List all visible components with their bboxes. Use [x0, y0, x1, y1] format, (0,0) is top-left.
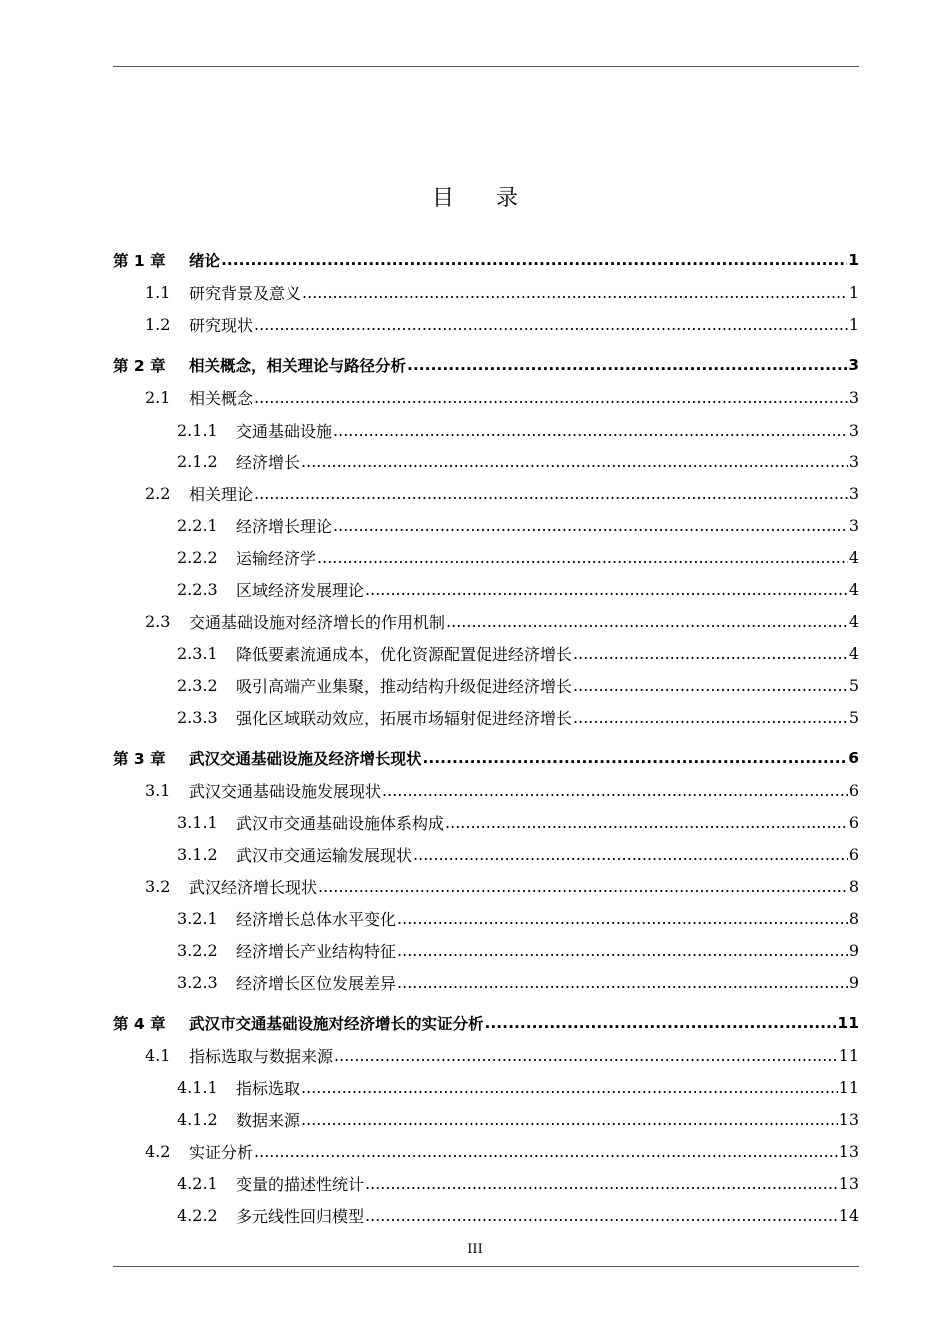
toc-entry-title: 降低要素流通成本，优化资源配置促进经济增长	[236, 644, 573, 664]
toc-entry-title: 强化区域联动效应，拓展市场辐射促进经济增长	[236, 708, 573, 728]
toc-entry-page: 6	[848, 780, 859, 800]
toc-entry-title: 武汉市交通基础设施对经济增长的实证分析	[189, 1015, 484, 1033]
toc-entry[interactable]	[113, 902, 859, 934]
toc-entry[interactable]	[113, 1007, 859, 1039]
toc-entry-page: 13	[838, 1173, 859, 1193]
toc-entry-page: 3	[848, 356, 859, 374]
header-rule	[113, 66, 859, 67]
toc-entry[interactable]	[113, 573, 859, 605]
toc-entry[interactable]	[113, 349, 859, 381]
toc-entry-page: 1	[848, 251, 859, 269]
toc-entry-page: 5	[848, 707, 859, 727]
toc-dot-leader	[318, 879, 848, 895]
toc-entry-number: 4.2	[145, 1141, 171, 1161]
toc-entry-title: 经济增长总体水平变化	[236, 909, 397, 929]
toc-entry[interactable]	[113, 701, 859, 733]
toc-entry-page: 6	[848, 812, 859, 832]
toc-entry[interactable]	[113, 605, 859, 637]
toc-entry[interactable]	[113, 477, 859, 509]
toc-entry[interactable]	[113, 1071, 859, 1103]
toc-dot-leader	[446, 614, 848, 630]
toc-entry[interactable]	[113, 806, 859, 838]
toc-entry[interactable]	[113, 244, 859, 276]
toc-entry-page: 3	[848, 483, 859, 503]
toc-dot-leader	[254, 390, 848, 406]
toc-entry-number: 第 1 章	[113, 252, 166, 270]
toc-dot-leader	[254, 317, 848, 333]
toc-entry-number: 3.2.3	[177, 972, 218, 992]
toc-entry-page: 4	[848, 579, 859, 599]
toc-entry-title: 吸引高端产业集聚，推动结构升级促进经济增长	[236, 676, 573, 696]
toc-entry[interactable]	[113, 541, 859, 573]
toc-dot-leader	[407, 358, 847, 374]
toc-entry-title: 武汉经济增长现状	[189, 877, 318, 897]
toc-entry-number: 3.2.1	[177, 908, 218, 928]
toc-entry-number: 第 2 章	[113, 357, 166, 375]
toc-entry[interactable]	[113, 381, 859, 413]
toc-entry[interactable]	[113, 445, 859, 477]
toc-entry-title: 多元线性回归模型	[236, 1206, 365, 1226]
toc-entry-number: 2.2	[145, 483, 171, 503]
toc-dot-leader	[254, 1144, 838, 1160]
toc-entry-page: 9	[848, 940, 859, 960]
toc-entry-number: 2.3.1	[177, 643, 218, 663]
toc-entry-page: 14	[838, 1205, 859, 1225]
toc-entry-title: 经济增长	[236, 452, 301, 472]
toc-entry-number: 2.2.2	[177, 547, 218, 567]
toc-dot-leader	[301, 1112, 838, 1128]
toc-dot-leader	[333, 423, 848, 439]
toc-entry-title: 相关理论	[189, 484, 254, 504]
toc-dot-leader	[382, 783, 848, 799]
toc-entry-page: 8	[848, 876, 859, 896]
toc-dot-leader	[221, 253, 847, 269]
toc-entry-page: 6	[848, 749, 859, 767]
toc-dot-leader	[365, 582, 848, 598]
toc-entry[interactable]	[113, 414, 859, 446]
toc-entry-title: 区域经济发展理论	[236, 580, 365, 600]
toc-entry-number: 2.2.1	[177, 515, 218, 535]
toc-entry-number: 1.2	[145, 314, 171, 334]
toc-dot-leader	[445, 815, 848, 831]
toc-dot-leader	[397, 911, 848, 927]
footer-page-number: III	[467, 1242, 483, 1257]
toc-dot-leader	[365, 1208, 838, 1224]
toc-entry-title: 数据来源	[236, 1110, 301, 1130]
toc-entry-title: 经济增长理论	[236, 516, 333, 536]
page-title: 目录	[431, 186, 560, 211]
toc-entry-page: 3	[848, 451, 859, 471]
toc-dot-leader	[397, 975, 848, 991]
toc-entry[interactable]	[113, 308, 859, 340]
toc-entry-title: 交通基础设施对经济增长的作用机制	[189, 612, 446, 632]
toc-dot-leader	[333, 518, 848, 534]
toc-dot-leader	[573, 646, 848, 662]
toc-entry-page: 8	[848, 908, 859, 928]
toc-dot-leader	[301, 1080, 838, 1096]
toc-entry-page: 6	[848, 844, 859, 864]
toc-entry-title: 实证分析	[189, 1142, 254, 1162]
toc-entry-number: 4.2.2	[177, 1205, 218, 1225]
toc-entry-number: 3.1.1	[177, 812, 218, 832]
toc-entry-page: 4	[848, 547, 859, 567]
toc-dot-leader	[397, 943, 848, 959]
toc-entry-title: 研究背景及意义	[189, 283, 302, 303]
toc-entry-page: 4	[848, 643, 859, 663]
toc-entry-page: 3	[848, 515, 859, 535]
toc-dot-leader	[301, 454, 848, 470]
toc-entry-title: 相关概念，相关理论与路径分析	[189, 357, 407, 375]
toc-entry[interactable]	[113, 1167, 859, 1199]
toc-dot-leader	[573, 710, 848, 726]
toc-entry-number: 3.1.2	[177, 844, 218, 864]
toc-entry[interactable]	[113, 934, 859, 966]
toc-entry-title: 指标选取	[236, 1078, 301, 1098]
toc-entry[interactable]	[113, 276, 859, 308]
toc-entry-page: 1	[848, 314, 859, 334]
toc-dot-leader	[317, 550, 848, 566]
toc-dot-leader	[365, 1176, 838, 1192]
toc-entry-title: 研究现状	[189, 315, 254, 335]
toc-entry-page: 13	[838, 1109, 859, 1129]
toc-entry-title: 经济增长区位发展差异	[236, 973, 397, 993]
toc-entry-number: 1.1	[145, 282, 171, 302]
toc-dot-leader	[302, 285, 848, 301]
toc-entry-number: 2.3.3	[177, 707, 218, 727]
toc-entry-number: 3.2.2	[177, 940, 218, 960]
toc-entry-page: 3	[848, 387, 859, 407]
toc-entry-page: 9	[848, 972, 859, 992]
toc-dot-leader	[485, 1016, 837, 1032]
toc-entry[interactable]	[113, 870, 859, 902]
toc-entry-number: 2.2.3	[177, 579, 218, 599]
toc-entry-title: 交通基础设施	[236, 421, 333, 441]
toc-entry-number: 第 4 章	[113, 1015, 166, 1033]
toc-entry[interactable]	[113, 1199, 859, 1231]
toc-entry-page: 11	[838, 1077, 859, 1097]
toc-dot-leader	[573, 678, 848, 694]
toc-entry-page: 3	[848, 420, 859, 440]
toc-entry-title: 相关概念	[189, 388, 254, 408]
footer-rule	[113, 1266, 859, 1267]
toc-entry[interactable]	[113, 1103, 859, 1135]
toc-entry-title: 指标选取与数据来源	[189, 1046, 334, 1066]
toc-entry-number: 3.2	[145, 876, 171, 896]
toc-entry[interactable]	[113, 509, 859, 541]
toc-entry-page: 5	[848, 675, 859, 695]
toc-entry-title: 变量的描述性统计	[236, 1174, 365, 1194]
toc-entry-number: 3.1	[145, 780, 171, 800]
toc-entry-title: 绪论	[189, 252, 221, 270]
toc-entry-page: 4	[848, 611, 859, 631]
toc-entry-number: 2.3.2	[177, 675, 218, 695]
toc-entry-title: 武汉交通基础设施发展现状	[189, 781, 382, 801]
toc-entry[interactable]	[113, 1135, 859, 1167]
toc-entry[interactable]	[113, 774, 859, 806]
toc-entry-number: 2.1	[145, 387, 171, 407]
toc-entry-number: 2.3	[145, 611, 171, 631]
toc-entry[interactable]	[113, 637, 859, 669]
toc-entry-page: 11	[838, 1045, 859, 1065]
toc-entry[interactable]	[113, 966, 859, 998]
toc-entry-title: 运输经济学	[236, 548, 317, 568]
toc-entry-title: 武汉市交通基础设施体系构成	[236, 813, 445, 833]
toc-dot-leader	[334, 1048, 838, 1064]
toc-entry-number: 4.1.1	[177, 1077, 218, 1097]
toc-entry[interactable]	[113, 742, 859, 774]
toc-entry-number: 4.2.1	[177, 1173, 218, 1193]
toc-entry-page: 13	[838, 1141, 859, 1161]
toc-entry-page: 1	[848, 282, 859, 302]
toc-entry-number: 4.1	[145, 1045, 171, 1065]
toc-entry-page: 11	[837, 1014, 859, 1032]
toc-entry-title: 武汉交通基础设施及经济增长现状	[189, 750, 422, 768]
toc-entry[interactable]	[113, 838, 859, 870]
toc-entry-title: 武汉市交通运输发展现状	[236, 845, 413, 865]
toc-dot-leader	[423, 751, 848, 767]
toc-entry[interactable]	[113, 1039, 859, 1071]
toc-entry-number: 4.1.2	[177, 1109, 218, 1129]
toc-entry-number: 第 3 章	[113, 750, 166, 768]
toc-entry[interactable]	[113, 669, 859, 701]
toc-dot-leader	[413, 847, 848, 863]
toc-entry-number: 2.1.1	[177, 420, 218, 440]
toc-entry-number: 2.1.2	[177, 451, 218, 471]
toc-dot-leader	[254, 486, 848, 502]
toc-entry-title: 经济增长产业结构特征	[236, 941, 397, 961]
